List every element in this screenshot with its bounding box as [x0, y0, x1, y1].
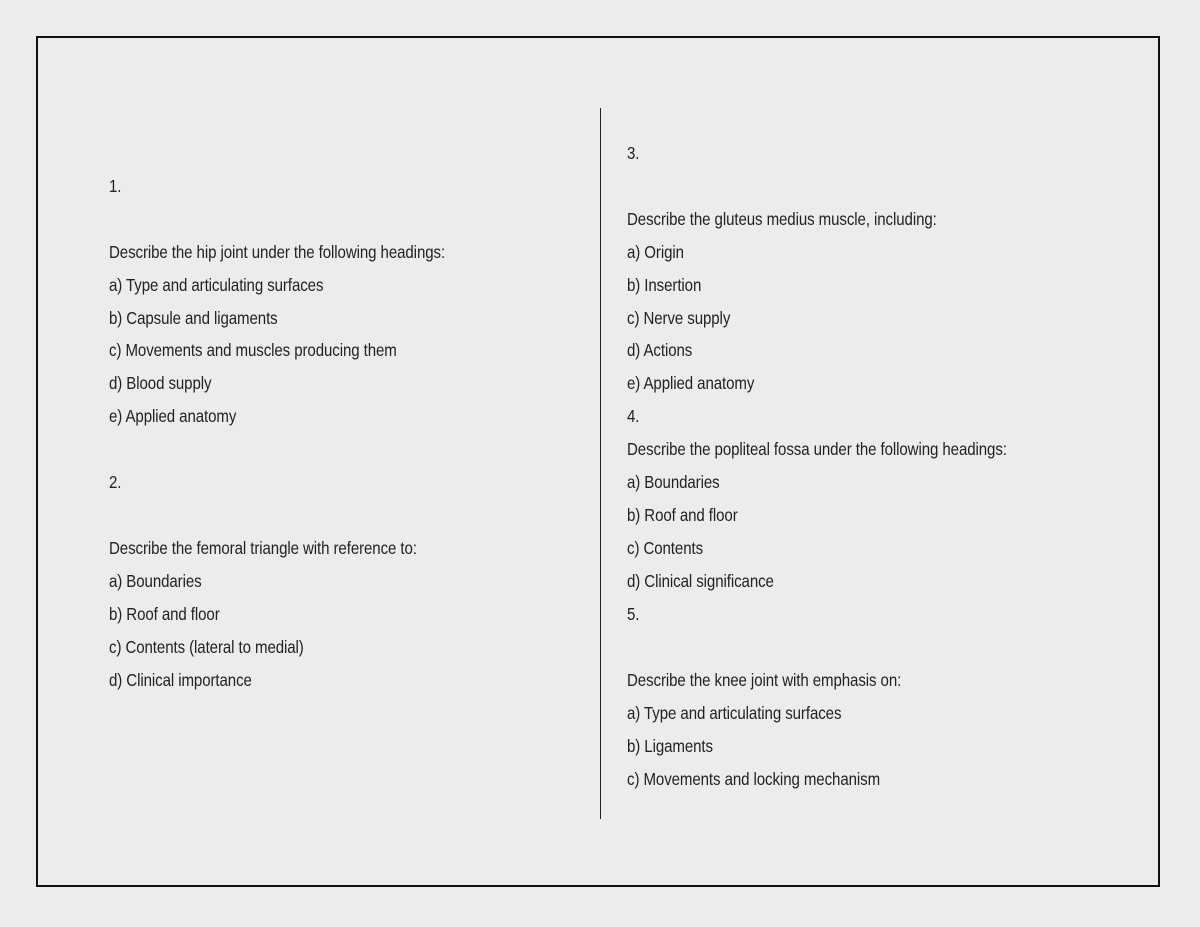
question-3-item: b) Insertion: [627, 275, 702, 295]
question-4-item: d) Clinical significance: [627, 571, 774, 591]
question-1-item: a) Type and articulating surfaces: [109, 275, 324, 295]
question-3-prompt: Describe the gluteus medius muscle, including:: [627, 209, 937, 229]
question-1-item: c) Movements and muscles producing them: [109, 340, 397, 360]
question-4-item: b) Roof and floor: [627, 505, 738, 525]
question-5-item: b) Ligaments: [627, 736, 713, 756]
question-3-item: e) Applied anatomy: [627, 373, 755, 393]
question-4-item: c) Contents: [627, 538, 704, 558]
question-1-item: d) Blood supply: [109, 373, 212, 393]
question-5-item: c) Movements and locking mechanism: [627, 769, 881, 789]
question-3-item: d) Actions: [627, 340, 693, 360]
question-1-item: e) Applied anatomy: [109, 406, 237, 426]
question-4-number: 4.: [627, 406, 640, 426]
question-5-prompt: Describe the knee joint with emphasis on:: [627, 670, 902, 690]
question-1-prompt: Describe the hip joint under the following headings:: [109, 242, 446, 262]
question-2-item: d) Clinical importance: [109, 670, 252, 690]
question-3-number: 3.: [627, 143, 640, 163]
question-5-item: a) Type and articulating surfaces: [627, 703, 842, 723]
column-divider: [600, 108, 601, 819]
question-2-item: c) Contents (lateral to medial): [109, 637, 304, 657]
question-2-item: b) Roof and floor: [109, 604, 220, 624]
question-sheet: [36, 36, 1160, 887]
question-2-item: a) Boundaries: [109, 571, 202, 591]
question-3-item: c) Nerve supply: [627, 308, 731, 328]
question-5-number: 5.: [627, 604, 640, 624]
question-1-number: 1.: [109, 176, 122, 196]
question-1-item: b) Capsule and ligaments: [109, 308, 278, 328]
question-3-item: a) Origin: [627, 242, 684, 262]
question-2-prompt: Describe the femoral triangle with reference to:: [109, 538, 417, 558]
question-4-item: a) Boundaries: [627, 472, 720, 492]
question-4-prompt: Describe the popliteal fossa under the following headings:: [627, 439, 1007, 459]
question-2-number: 2.: [109, 472, 122, 492]
